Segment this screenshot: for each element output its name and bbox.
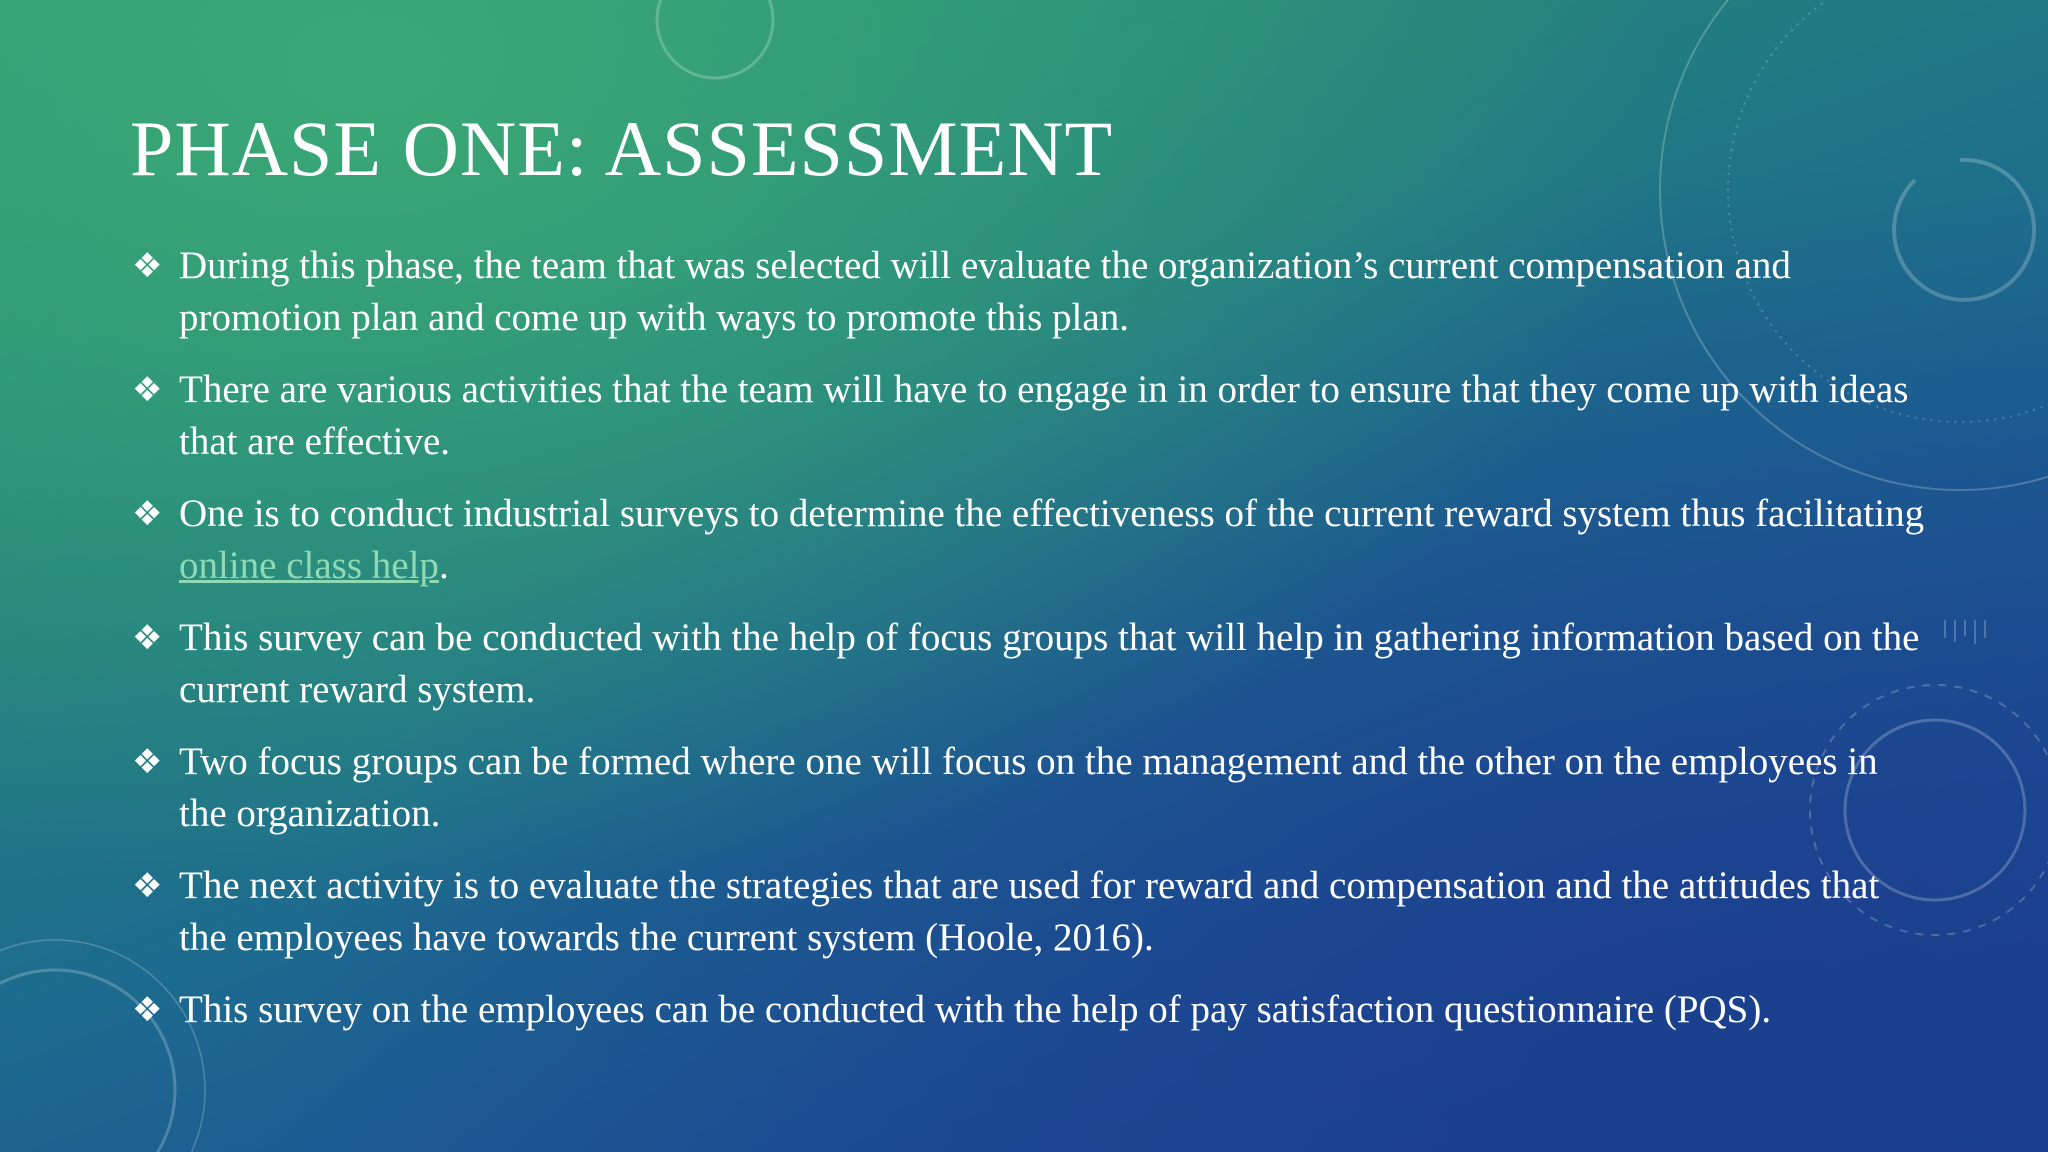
bullet-item <box>130 860 1930 964</box>
bullet-item <box>130 488 1930 592</box>
bullet-text: This survey on the employees can be conducted with the help of pay satisfaction questionnaire (PQS). <box>179 988 1772 1031</box>
online-class-help-link[interactable]: online class help <box>179 544 439 587</box>
bullet-text: There are various activities that the team will have to engage in in order to ensure that they come up with ideas that are effective. <box>179 368 1909 463</box>
diamond-bullet-icon: ❖ <box>132 618 163 658</box>
bullet-text: During this phase, the team that was selected will evaluate the organization’s current compensation and promotion plan and come up with ways to promote this plan. <box>179 244 1791 339</box>
bullet-item <box>130 612 1930 716</box>
bullet-text: One is to conduct industrial surveys to determine the effectiveness of the current reward system thus facilitating <box>179 492 1925 535</box>
bullet-text: Two focus groups can be formed where one will focus on the management and the other on the employees in the organization. <box>179 740 1878 835</box>
diamond-bullet-icon: ❖ <box>132 990 163 1030</box>
bullet-item <box>130 364 1930 468</box>
bullet-list <box>130 240 1930 1056</box>
bullet-item <box>130 736 1930 840</box>
deco-ticks-right <box>1945 620 1985 644</box>
bullet-text-end: . <box>438 544 449 587</box>
bullet-item <box>130 984 1930 1036</box>
diamond-bullet-icon: ❖ <box>132 494 163 534</box>
diamond-bullet-icon: ❖ <box>132 370 163 410</box>
diamond-bullet-icon: ❖ <box>132 246 163 286</box>
bullet-item <box>130 240 1930 344</box>
deco-ring-top <box>657 0 773 78</box>
diamond-bullet-icon: ❖ <box>132 866 163 906</box>
slide-title: PHASE ONE: ASSESSMENT <box>130 105 1114 192</box>
bullet-text: The next activity is to evaluate the strategies that are used for reward and compensation and the attitudes that the employees have towards the current system (Hoole, 2016). <box>179 864 1880 959</box>
diamond-bullet-icon: ❖ <box>132 742 163 782</box>
bullet-text: This survey can be conducted with the help of focus groups that will help in gathering information based on the current reward system. <box>179 616 1920 711</box>
